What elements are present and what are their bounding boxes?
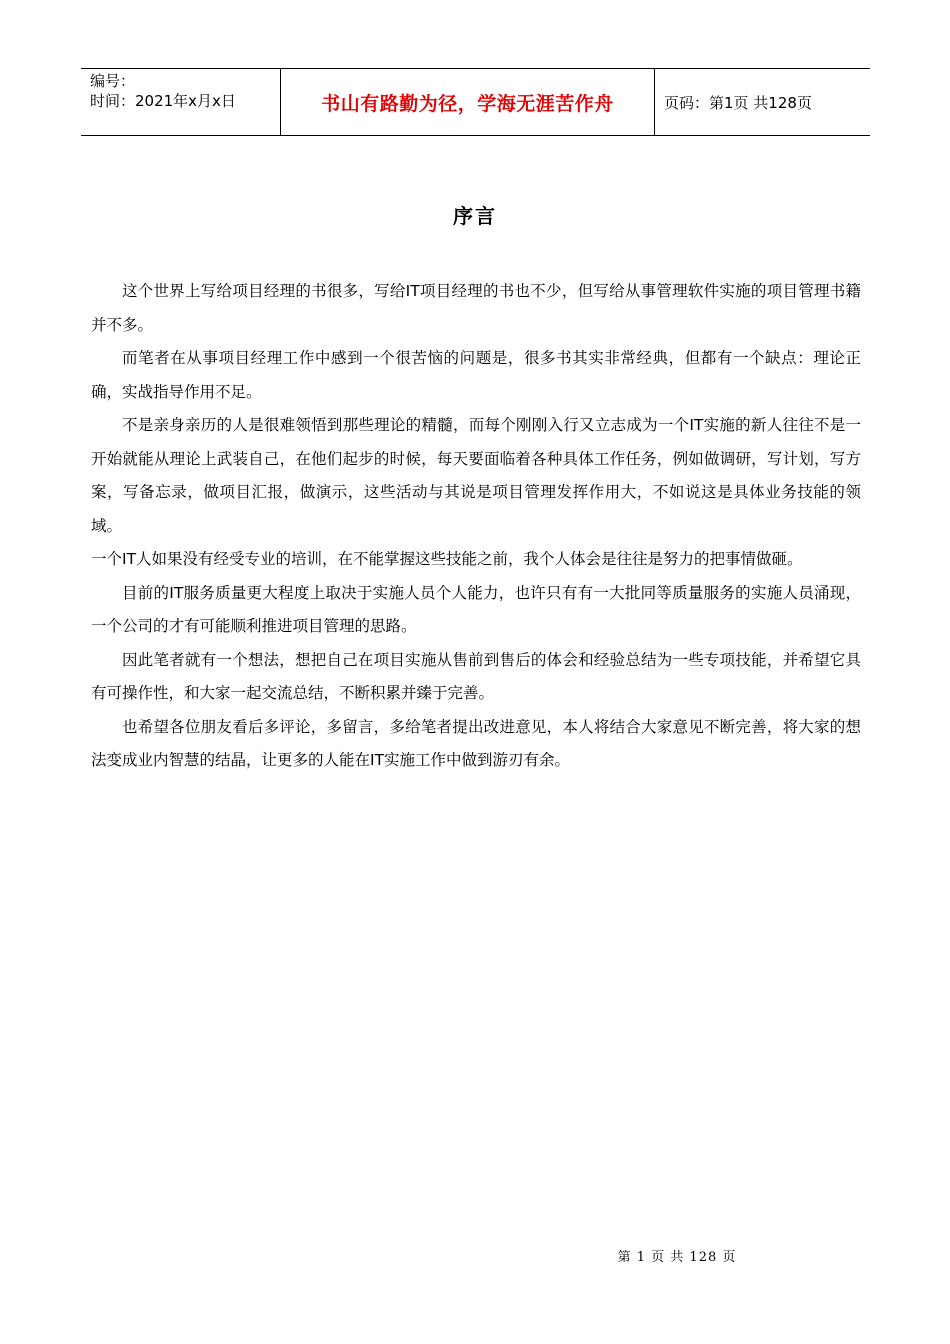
document-date-label: 时间：2021年x月x日 — [90, 92, 236, 110]
paragraph: 目前的IT服务质量更大程度上取决于实施人员个人能力，也许只有有一大批同等质量服务的实施人员涌现，一个公司的才有可能顺利推进项目管理的思路。 — [91, 583, 861, 635]
document-title: 序言 — [453, 204, 497, 228]
page-footer: 第 1 页 共 128 页 — [617, 1250, 737, 1265]
paragraph: 一个IT人如果没有经受专业的培训，在不能掌握这些技能之前，我个人体会是往往是努力的把事情做砸。 — [91, 550, 803, 568]
paragraph: 而笔者在从事项目经理工作中感到一个很苦恼的问题是，很多书其实非常经典，但都有一个缺点：理论正确，实战指导作用不足。 — [91, 349, 861, 401]
header-motto: 书山有路勤为径，学海无涯苦作舟 — [281, 69, 655, 135]
document-number-label: 编号： — [90, 72, 136, 90]
header-meta — [81, 69, 281, 135]
header-page-info: 页码：第1页 共128页 — [664, 93, 812, 112]
paragraph: 不是亲身亲历的人是很难领悟到那些理论的精髓，而每个刚刚入行又立志成为一个IT实施的新人往往不是一开始就能从理论上武装自己，在他们起步的时候，每天要面临着各种具体工作任务，例如做调研，写计划，写方案，写备忘录，做项目汇报，做演示，这些活动与其说是项目管理发挥作用大，不如说这是具体业务技能的领域。 — [91, 416, 861, 535]
paragraph: 也希望各位朋友看后多评论，多留言，多给笔者提出改进意见，本人将结合大家意见不断完善，将大家的想法变成业内智慧的结晶，让更多的人能在IT实施工作中做到游刃有余。 — [91, 717, 861, 769]
paragraph: 这个世界上写给项目经理的书很多，写给IT项目经理的书也不少，但写给从事管理软件实施的项目管理书籍并不多。 — [91, 282, 861, 334]
document-body — [91, 275, 861, 778]
paragraph: 因此笔者就有一个想法，想把自己在项目实施从售前到售后的体会和经验总结为一些专项技能，并希望它具有可操作性，和大家一起交流总结，不断积累并臻于完善。 — [91, 650, 861, 702]
page-header — [81, 68, 870, 136]
